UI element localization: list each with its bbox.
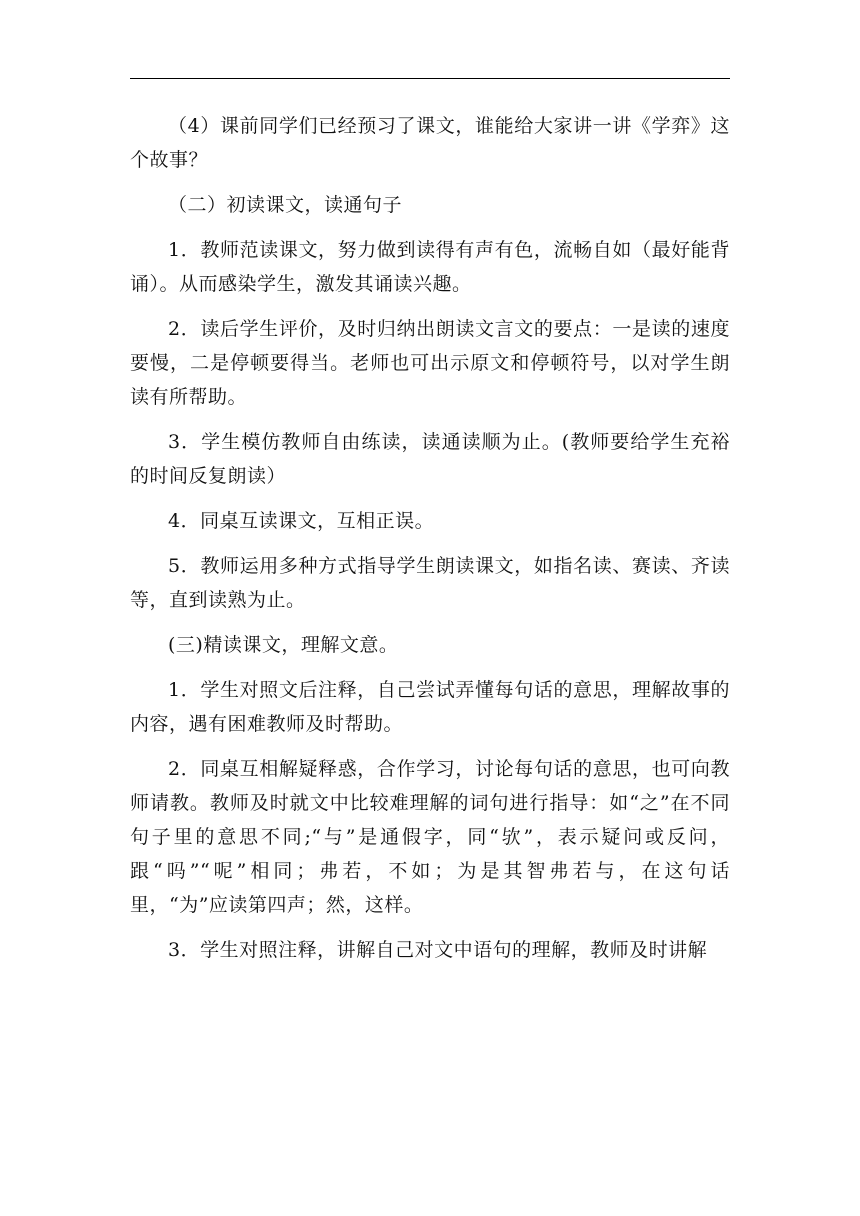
section-heading-close-reading: (三)精读课文，理解文意。	[168, 634, 399, 656]
paragraph-teacher-model-reading: 1．教师范读课文，努力做到读得有声有色，流畅自如（最好能背诵）。从而感染学生，激发其诵读兴趣。	[130, 239, 730, 295]
paragraph-peer-reading: 4．同桌互读课文，互相正误。	[168, 510, 435, 532]
paragraph-free-practice: 3．学生模仿教师自由练读，读通读顺为止。(教师要给学生充裕的时间反复朗读）	[130, 431, 730, 487]
paragraph-guided-reading: 5．教师运用多种方式指导学生朗读课文，如指名读、赛读、齐读等，直到读熟为止。	[130, 555, 730, 611]
header-rule	[130, 78, 730, 79]
paragraph-cooperative-learning: 2．同桌互相解疑释惑，合作学习，讨论每句话的意思，也可向教师请教。教师及时就文中比较难理解的词句进行指导：如“之”在不同句子里的意思不同;“与”是通假字，同“欤”，表示疑问或反问，跟“吗”“呢”相同；弗若，不如；为是其智弗若与，在这句话里，“为”应读第四声；然，这样。	[130, 758, 730, 916]
paragraph-annotation-study: 1．学生对照文后注释，自己尝试弄懂每句话的意思，理解故事的内容，遇有困难教师及时帮助。	[130, 679, 730, 735]
section-heading-first-reading: （二）初读课文，读通句子	[168, 194, 403, 216]
paragraph-student-evaluation: 2．读后学生评价，及时归纳出朗读文言文的要点：一是读的速度要慢，二是停顿要得当。老师也可出示原文和停顿符号，以对学生朗读有所帮助。	[130, 318, 730, 408]
paragraph-student-explanation: 3．学生对照注释，讲解自己对文中语句的理解，教师及时讲解	[168, 939, 708, 961]
paragraph-story-question: （4）课前同学们已经预习了课文，谁能给大家讲一讲《学弈》这个故事？	[130, 115, 730, 171]
document-body	[130, 109, 730, 967]
